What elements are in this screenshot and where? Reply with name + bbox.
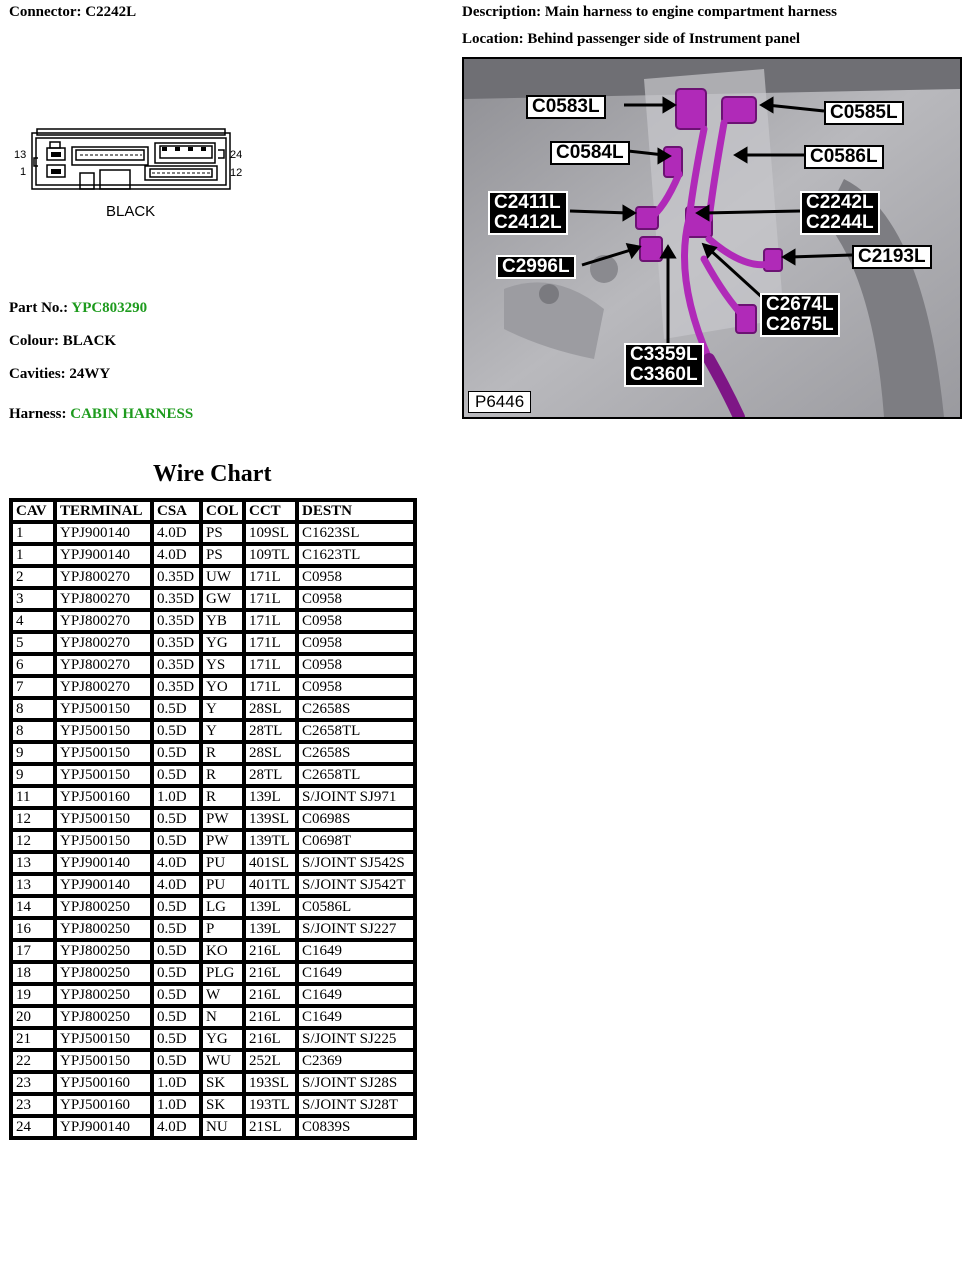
callout-c2193l: C2193L [852,245,932,269]
cell-col: Y [201,720,244,742]
cell-terminal: YPJ800270 [55,632,152,654]
cell-col: Y [201,698,244,720]
cell-destn: S/JOINT SJ28S [297,1072,415,1094]
cell-cct: 28TL [244,764,297,786]
cell-cct: 139SL [244,808,297,830]
cell-cav: 1 [11,522,55,544]
cell-destn: S/JOINT SJ542T [297,874,415,896]
cell-destn: C1623TL [297,544,415,566]
cell-cct: 171L [244,676,297,698]
cell-cav: 7 [11,676,55,698]
cell-cav: 9 [11,764,55,786]
callout-c3360l-text: C3360L [630,364,698,385]
table-row [11,522,415,544]
cell-col: R [201,742,244,764]
cell-cct: 193SL [244,1072,297,1094]
cell-terminal: YPJ800250 [55,962,152,984]
cell-terminal: YPJ500150 [55,1050,152,1072]
callout-c3359l [624,343,704,387]
callout-c0583l: C0583L [526,95,606,119]
cell-cav: 9 [11,742,55,764]
cell-cav: 6 [11,654,55,676]
cell-destn: C2658TL [297,764,415,786]
table-row [11,588,415,610]
cell-destn: C2658TL [297,720,415,742]
cell-destn: C2369 [297,1050,415,1072]
table-row [11,632,415,654]
cell-col: PW [201,808,244,830]
wire-chart-table [9,498,417,1140]
harness-link[interactable]: CABIN HARNESS [70,406,194,422]
cell-csa: 0.5D [152,984,201,1006]
table-row [11,1028,415,1050]
wire-chart-title: Wire Chart [153,461,272,487]
cell-cav: 4 [11,610,55,632]
cell-csa: 0.35D [152,676,201,698]
cell-csa: 0.5D [152,808,201,830]
table-row [11,610,415,632]
cell-terminal: YPJ900140 [55,522,152,544]
cell-csa: 0.5D [152,720,201,742]
cell-terminal: YPJ900140 [55,852,152,874]
cell-col: YB [201,610,244,632]
cell-cct: 139L [244,786,297,808]
cell-terminal: YPJ500150 [55,698,152,720]
cell-cct: 28TL [244,720,297,742]
cell-destn: C0958 [297,588,415,610]
cell-csa: 0.5D [152,764,201,786]
cell-destn: C1649 [297,984,415,1006]
cell-terminal: YPJ800270 [55,566,152,588]
cell-csa: 4.0D [152,1116,201,1138]
cell-cct: 139L [244,918,297,940]
connector-colour-label: BLACK [106,203,156,220]
cell-cct: 193TL [244,1094,297,1116]
cell-col: YG [201,1028,244,1050]
header-cct: CCT [244,500,297,522]
cell-cav: 3 [11,588,55,610]
cell-cav: 19 [11,984,55,1006]
cell-col: PU [201,852,244,874]
cell-csa: 0.35D [152,610,201,632]
wire-chart-body [11,522,415,1138]
pin-label-12: 12 [230,167,243,179]
cell-cct: 139TL [244,830,297,852]
cell-terminal: YPJ800250 [55,940,152,962]
cell-destn: C2658S [297,742,415,764]
header-cav: CAV [11,500,55,522]
table-row [11,1094,415,1116]
cell-destn: C2658S [297,698,415,720]
cell-terminal: YPJ500150 [55,720,152,742]
cell-terminal: YPJ800270 [55,588,152,610]
cell-cct: 216L [244,940,297,962]
location-photo [462,57,962,419]
cell-destn: C0839S [297,1116,415,1138]
callout-c0584l: C0584L [550,141,630,165]
pin-label-1: 1 [20,166,27,178]
table-row [11,544,415,566]
cell-terminal: YPJ800250 [55,918,152,940]
cell-csa: 0.35D [152,588,201,610]
cell-destn: S/JOINT SJ542S [297,852,415,874]
cell-csa: 4.0D [152,522,201,544]
cell-destn: S/JOINT SJ225 [297,1028,415,1050]
cell-csa: 1.0D [152,786,201,808]
cell-destn: S/JOINT SJ227 [297,918,415,940]
cell-cct: 28SL [244,698,297,720]
cell-cct: 28SL [244,742,297,764]
cell-cav: 8 [11,720,55,742]
table-row [11,896,415,918]
cell-destn: C0958 [297,610,415,632]
cell-terminal: YPJ500150 [55,808,152,830]
cell-destn: C1649 [297,940,415,962]
cell-col: PS [201,544,244,566]
cell-csa: 0.5D [152,940,201,962]
table-row [11,698,415,720]
cell-cav: 21 [11,1028,55,1050]
table-row [11,764,415,786]
cell-col: LG [201,896,244,918]
table-row [11,676,415,698]
cell-col: R [201,764,244,786]
cell-destn: C0698S [297,808,415,830]
callout-c2242l [800,191,880,235]
cell-cct: 216L [244,984,297,1006]
cell-csa: 4.0D [152,544,201,566]
cell-csa: 0.5D [152,830,201,852]
cell-csa: 0.5D [152,742,201,764]
cell-cct: 109SL [244,522,297,544]
header-csa: CSA [152,500,201,522]
cell-terminal: YPJ800270 [55,654,152,676]
harness-label: Harness: [9,406,67,422]
cell-col: SK [201,1072,244,1094]
cell-cav: 14 [11,896,55,918]
cell-destn: C0958 [297,654,415,676]
cell-terminal: YPJ500150 [55,830,152,852]
table-row [11,1050,415,1072]
part-number-link[interactable]: YPC803290 [71,300,148,316]
callout-c2674l-text: C2674L [766,294,834,315]
header-destn: DESTN [297,500,415,522]
cell-col: PS [201,522,244,544]
cell-col: PW [201,830,244,852]
cell-csa: 0.5D [152,698,201,720]
cell-col: PLG [201,962,244,984]
cell-cav: 5 [11,632,55,654]
cell-cav: 13 [11,874,55,896]
cell-cav: 12 [11,808,55,830]
cell-terminal: YPJ800270 [55,610,152,632]
cell-cav: 24 [11,1116,55,1138]
cell-cct: 216L [244,1006,297,1028]
cell-csa: 4.0D [152,874,201,896]
cell-csa: 0.5D [152,962,201,984]
cell-cav: 11 [11,786,55,808]
cell-col: KO [201,940,244,962]
cell-csa: 4.0D [152,852,201,874]
cell-cct: 401SL [244,852,297,874]
callout-c2242l-text: C2242L [806,192,874,213]
pin-label-24: 24 [230,149,243,161]
figure-id-label: P6446 [468,391,531,413]
cell-destn: C0958 [297,566,415,588]
cell-cav: 13 [11,852,55,874]
callout-c2996l: C2996L [496,255,576,279]
cell-terminal: YPJ500160 [55,1094,152,1116]
cell-cct: 171L [244,632,297,654]
table-row [11,962,415,984]
table-row [11,940,415,962]
header-col: COL [201,500,244,522]
cell-col: N [201,1006,244,1028]
cell-cct: 171L [244,588,297,610]
cell-cav: 16 [11,918,55,940]
cell-cav: 23 [11,1072,55,1094]
cell-col: W [201,984,244,1006]
cell-destn: C1649 [297,1006,415,1028]
cell-csa: 0.5D [152,918,201,940]
cell-destn: C0958 [297,632,415,654]
cell-terminal: YPJ500150 [55,742,152,764]
cell-terminal: YPJ900140 [55,544,152,566]
table-row [11,918,415,940]
callout-c2411l [488,191,568,235]
cell-cct: 252L [244,1050,297,1072]
cell-csa: 0.5D [152,1028,201,1050]
cell-csa: 0.5D [152,896,201,918]
table-row [11,984,415,1006]
cell-terminal: YPJ800270 [55,676,152,698]
callout-c2412l-text: C2412L [494,212,562,233]
cell-csa: 0.5D [152,1050,201,1072]
cell-cav: 12 [11,830,55,852]
cell-col: YO [201,676,244,698]
cell-terminal: YPJ500160 [55,786,152,808]
cell-terminal: YPJ800250 [55,984,152,1006]
cell-col: YG [201,632,244,654]
colour-text: Colour: BLACK [9,333,117,349]
cell-terminal: YPJ800250 [55,896,152,918]
table-row [11,654,415,676]
pin-label-13: 13 [14,149,27,161]
cell-destn: C0698T [297,830,415,852]
description-text: Description: Main harness to engine compartment harness [462,4,837,20]
cell-csa: 0.35D [152,632,201,654]
cell-col: PU [201,874,244,896]
cell-destn: C1649 [297,962,415,984]
table-row [11,742,415,764]
table-row [11,1006,415,1028]
cell-csa: 0.35D [152,566,201,588]
connector-title: Connector: C2242L [9,4,137,20]
location-text: Location: Behind passenger side of Instrument panel [462,31,801,47]
cell-cct: 216L [244,962,297,984]
table-row [11,786,415,808]
table-row [11,566,415,588]
callout-c2675l-text: C2675L [766,314,834,335]
cell-csa: 1.0D [152,1072,201,1094]
cell-cct: 216L [244,1028,297,1050]
cell-terminal: YPJ500160 [55,1072,152,1094]
cell-cav: 8 [11,698,55,720]
cell-csa: 0.35D [152,654,201,676]
cell-cav: 23 [11,1094,55,1116]
cell-cct: 109TL [244,544,297,566]
table-row [11,720,415,742]
cell-destn: C1623SL [297,522,415,544]
cell-csa: 0.5D [152,1006,201,1028]
part-number-row [9,300,147,317]
cell-cav: 20 [11,1006,55,1028]
cell-destn: C0586L [297,896,415,918]
table-row [11,830,415,852]
cell-col: UW [201,566,244,588]
callout-c2244l-text: C2244L [806,212,874,233]
cell-terminal: YPJ900140 [55,1116,152,1138]
cell-cav: 22 [11,1050,55,1072]
cell-cav: 18 [11,962,55,984]
callout-c3359l-text: C3359L [630,344,698,365]
cell-col: NU [201,1116,244,1138]
cell-col: P [201,918,244,940]
table-row [11,1116,415,1138]
cell-terminal: YPJ500150 [55,764,152,786]
cell-cav: 2 [11,566,55,588]
callout-c2674l [760,293,840,337]
cell-cct: 401TL [244,874,297,896]
cell-cct: 171L [244,566,297,588]
cell-terminal: YPJ900140 [55,874,152,896]
cell-destn: S/JOINT SJ971 [297,786,415,808]
cell-cct: 21SL [244,1116,297,1138]
cell-csa: 1.0D [152,1094,201,1116]
cell-terminal: YPJ500150 [55,1028,152,1050]
wire-chart-header-row [11,500,415,522]
cell-destn: C0958 [297,676,415,698]
cavities-text: Cavities: 24WY [9,366,111,382]
part-number-label: Part No.: [9,300,69,316]
table-row [11,852,415,874]
table-row [11,874,415,896]
cell-col: YS [201,654,244,676]
harness-row [9,406,193,423]
cell-cct: 171L [244,654,297,676]
cell-destn: S/JOINT SJ28T [297,1094,415,1116]
cell-cct: 171L [244,610,297,632]
table-row [11,808,415,830]
cell-col: GW [201,588,244,610]
cell-col: R [201,786,244,808]
table-row [11,1072,415,1094]
callout-c0586l: C0586L [804,145,884,169]
header-terminal: TERMINAL [55,500,152,522]
cell-cav: 17 [11,940,55,962]
cell-terminal: YPJ800250 [55,1006,152,1028]
cell-cav: 1 [11,544,55,566]
callout-c2411l-text: C2411L [494,192,561,213]
callout-c0585l: C0585L [824,101,904,125]
cell-cct: 139L [244,896,297,918]
connector-face-drawing [0,0,260,230]
cell-col: SK [201,1094,244,1116]
cell-col: WU [201,1050,244,1072]
